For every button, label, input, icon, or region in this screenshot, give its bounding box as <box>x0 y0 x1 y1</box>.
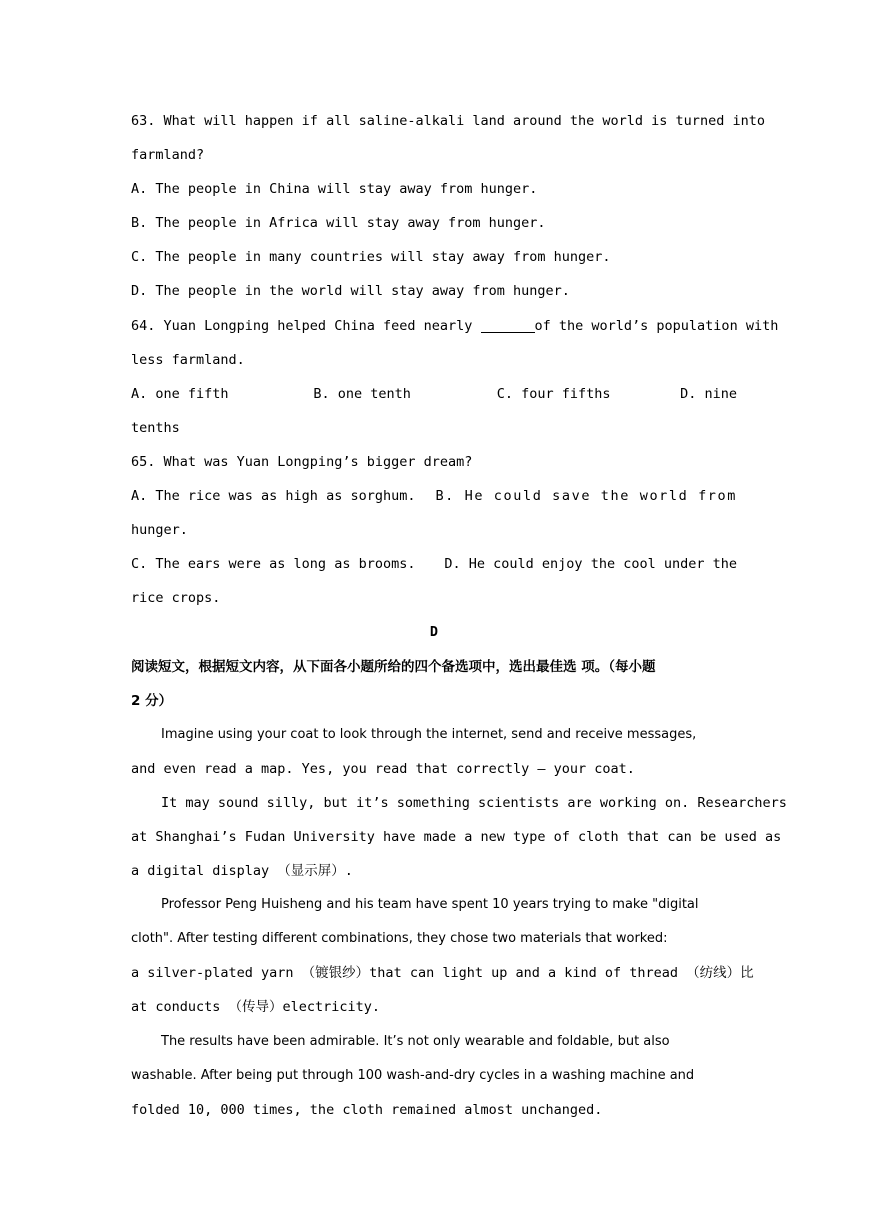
paragraph-2-line-2: at Shanghai’s Fudan University have made a new type of cloth that can be used as <box>131 828 782 845</box>
q63-option-c: C. The people in many countries will stay away from hunger. <box>131 249 611 266</box>
paragraph-3-line-4: at conducts （传导）electricity. <box>131 999 381 1016</box>
q64-stem <box>131 309 779 343</box>
q63-option-b: B. The people in Africa will stay away from hunger. <box>131 215 546 232</box>
section-instruction-continued: 2 分） <box>131 692 173 709</box>
q64-option-c: C. four fifths <box>496 385 611 402</box>
q65-options-ab <box>131 479 737 513</box>
answer-blank <box>481 312 535 333</box>
q63-option-a: A. The people in China will stay away from hunger. <box>131 181 538 198</box>
paragraph-1-line-2: and even read a map. Yes, you read that correctly — your coat. <box>131 760 635 777</box>
paragraph-3-line-2: cloth". After testing different combinations, they chose two materials that worked: <box>131 931 668 947</box>
paragraph-3-line-1: Professor Peng Huisheng and his team have spent 10 years trying to make "digital <box>161 897 699 913</box>
q64-option-d: D. nine <box>680 385 737 402</box>
paragraph-1-line-1: Imagine using your coat to look through the internet, send and receive messages, <box>161 726 697 742</box>
q65-option-d: D. He could enjoy the cool under the <box>444 556 737 573</box>
q65-option-b <box>435 479 737 513</box>
section-heading: D <box>429 624 439 641</box>
q65-options-cd <box>131 547 737 581</box>
q64-options <box>131 377 737 411</box>
q64-option-d-continued: tenths <box>131 419 180 436</box>
q65-option-c: C. The ears were as long as brooms. <box>131 556 416 573</box>
q64-stem-after: of the world’s population with <box>534 317 779 334</box>
q64-stem-before: 64. Yuan Longping helped China feed nearly <box>131 317 481 334</box>
q64-option-a: A. one fifth <box>131 385 229 402</box>
section-instruction: 阅读短文，根据短文内容，从下面各小题所给的四个备选项中，选出最佳选 项。（每小题 <box>131 658 656 675</box>
paragraph-3-line-3: a silver-plated yarn （镀银纱）that can light up and a kind of thread （纺线）比 <box>131 965 754 982</box>
document-page <box>131 104 787 1127</box>
paragraph-4-line-1: The results have been admirable. It’s not only wearable and foldable, but also <box>161 1033 670 1049</box>
q65-option-a: A. The rice was as high as sorghum. <box>131 488 416 505</box>
paragraph-4-line-2: washable. After being put through 100 wash-and-dry cycles in a washing machine and <box>131 1067 695 1083</box>
q65-stem: 65. What was Yuan Longping’s bigger dream? <box>131 453 473 470</box>
q65-option-b-continued: hunger. <box>131 522 188 539</box>
paragraph-2-line-1: It may sound silly, but it’s something scientists are working on. Researchers <box>161 794 787 811</box>
q64-stem-continued: less farmland. <box>131 351 245 368</box>
q63-stem: 63. What will happen if all saline-alkali land around the world is turned into <box>131 113 765 129</box>
paragraph-4-line-3: folded 10, 000 times, the cloth remained almost unchanged. <box>131 1101 603 1118</box>
paragraph-2-line-3: a digital display （显示屏）. <box>131 863 353 880</box>
q63-stem-continued: farmland? <box>131 147 205 164</box>
q65-option-b-text: B. He could save the world from <box>435 488 737 505</box>
q65-option-d-continued: rice crops. <box>131 590 221 607</box>
q64-option-b: B. one tenth <box>313 385 411 402</box>
q63-option-d: D. The people in the world will stay away from hunger. <box>131 283 570 300</box>
